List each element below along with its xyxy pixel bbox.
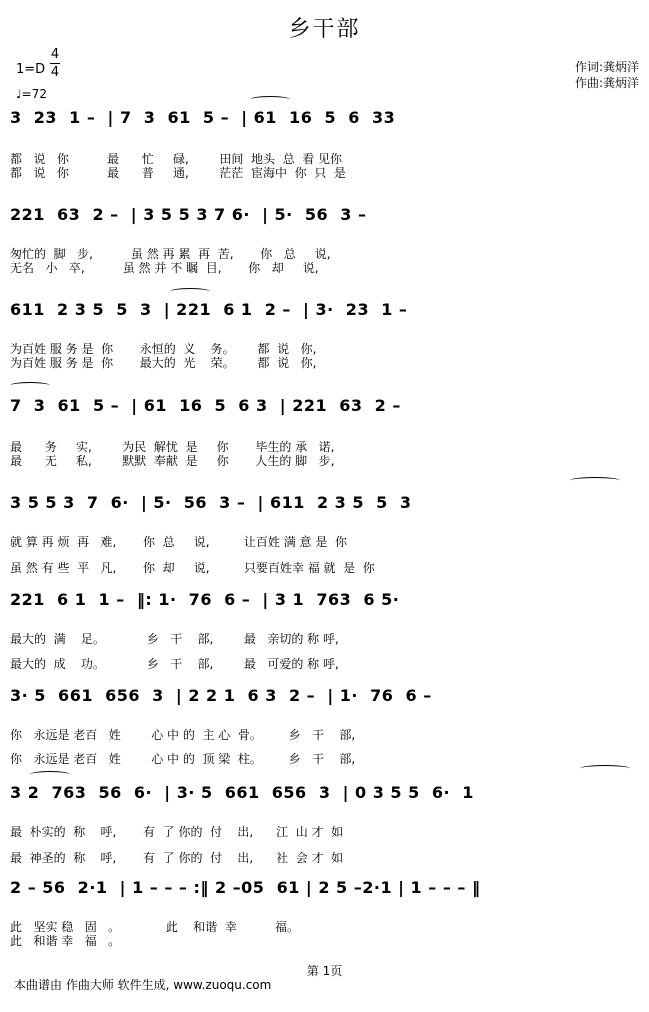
song-title: 乡干部 — [288, 17, 361, 42]
notation-line: 2 – 56 2·1 | 1 – – – :‖ 2 –05 61 | 2 5 –2·1 | 1 – – – ‖ — [10, 878, 481, 897]
lyric-verse-1: 最 朴实的 称 呼, 有 了 你的 付 出, 江 山 才 如 — [10, 825, 344, 839]
score-row-6 — [10, 590, 640, 671]
slur — [10, 382, 50, 389]
slur — [250, 96, 290, 103]
lyric-verse-1: 你 永远是 老百 姓 心 中 的 主 心 骨。 乡 干 部, — [10, 728, 356, 742]
lyricist-credit: 作词:龚炳洋 — [574, 60, 639, 74]
lyric-verse-2: 最 无 私, 默默 奉献 是 你 人生的 脚 步, — [10, 454, 335, 468]
slur — [30, 771, 70, 778]
score-row-3 — [10, 300, 640, 370]
notation-line: 611 2 3 5 5 3 | 221 6 1 2 – | 3· 23 1 – — [10, 300, 408, 319]
lyric-verse-1: 最大的 满 足。 乡 干 部, 最 亲切的 称 呼, — [10, 632, 339, 646]
slur — [570, 477, 620, 484]
lyric-verse-2: 你 永远是 老百 姓 心 中 的 顶 梁 柱。 乡 干 部, — [10, 752, 356, 766]
lyric-verse-2: 为百姓 服 务 是 你 最大的 光 荣。 都 说 你, — [10, 356, 317, 370]
lyric-verse-1: 匆忙的 脚 步, 虽 然 再 累 再 苦, 你 总 说, — [10, 247, 331, 261]
score-row-7 — [10, 686, 640, 766]
lyric-verse-2: 最 神圣的 称 呼, 有 了 你的 付 出, 社 会 才 如 — [10, 851, 344, 865]
lyric-verse-2: 都 说 你 最 普 通, 茫茫 宦海中 你 只 是 — [10, 166, 346, 180]
slur — [580, 765, 630, 772]
key-signature: 1=D — [16, 62, 46, 77]
lyric-verse-1: 此 坚实 稳 固 。 此 和谐 幸 福。 — [10, 920, 299, 934]
score-row-4 — [10, 396, 640, 468]
notation-line: 3· 5 661 656 3 | 2 2 1 6 3 2 – | 1· 76 6 – — [10, 686, 432, 705]
time-signature — [50, 46, 60, 81]
slur — [170, 288, 210, 295]
footer-credit: 本曲谱由 作曲大师 软件生成, www.zuoqu.com — [14, 978, 272, 992]
lyric-verse-2: 此 和谐 幸 福 。 — [10, 934, 121, 948]
notation-line: 3 23 1 – | 7 3 61 5 – | 61 16 5 6 33 — [10, 108, 396, 127]
lyric-verse-1: 为百姓 服 务 是 你 永恒的 义 务。 都 说 你, — [10, 342, 317, 356]
notation-line: 3 2 763 56 6· | 3· 5 661 656 3 | 0 3 5 5 6· 1 — [10, 783, 474, 802]
lyric-verse-1: 就 算 再 烦 再 难, 你 总 说, 让百姓 满 意 是 你 — [10, 535, 347, 549]
notation-line: 221 63 2 – | 3 5 5 3 7 6· | 5· 56 3 – — [10, 205, 367, 224]
lyric-verse-2: 虽 然 有 些 平 凡, 你 却 说, 只要百姓幸 福 就 是 你 — [10, 561, 375, 575]
notation-line: 7 3 61 5 – | 61 16 5 6 3 | 221 63 2 – — [10, 396, 401, 415]
time-sig-top: 4 — [50, 47, 60, 62]
tempo-mark: ♩=72 — [16, 87, 47, 101]
lyric-verse-1: 都 说 你 最 忙 碌, 田间 地头 总 看 见你 — [10, 152, 343, 166]
score-row-2 — [10, 205, 640, 275]
score-row-9 — [10, 878, 640, 948]
composer-credit: 作曲:龚炳洋 — [574, 76, 639, 90]
lyric-verse-1: 最 务 实, 为民 解忧 是 你 毕生的 承 诺, — [10, 440, 335, 454]
notation-line: 3 5 5 3 7 6· | 5· 56 3 – | 611 2 3 5 5 3 — [10, 493, 412, 512]
notation-line: 221 6 1 1 – ‖: 1· 76 6 – | 3 1 763 6 5· — [10, 590, 400, 609]
score-row-1 — [10, 108, 640, 180]
lyric-verse-2: 无名 小 卒, 虽 然 并 不 瞩 目, 你 却 说, — [10, 261, 319, 275]
score-row-8 — [10, 783, 640, 865]
lyric-verse-2: 最大的 成 功。 乡 干 部, 最 可爱的 称 呼, — [10, 657, 339, 671]
page-number: 第 1页 — [306, 964, 343, 978]
time-sig-bottom: 4 — [50, 65, 60, 80]
score-row-5 — [10, 493, 640, 575]
